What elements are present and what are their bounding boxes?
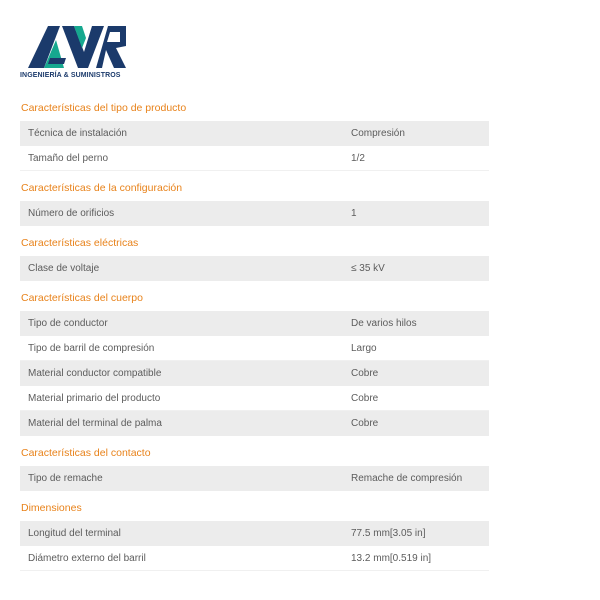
brand-logo [20,22,132,84]
spec-row [20,521,489,546]
section-title: Dimensiones [21,502,82,514]
section-title: Características del cuerpo [21,292,143,304]
spec-value: Largo [351,343,377,354]
spec-section [20,175,489,226]
section-title: Características del contacto [21,447,151,459]
spec-label: Tipo de remache [28,473,103,484]
spec-value: 13.2 mm[0.519 in] [351,553,432,564]
spec-label: Material conductor compatible [28,368,162,379]
spec-section [20,495,489,571]
spec-row [20,466,489,491]
spec-value: Cobre [351,418,379,429]
section-title: Características del tipo de producto [21,102,187,114]
spec-row [20,146,489,171]
spec-value: Cobre [351,393,379,404]
spec-row [20,256,489,281]
spec-label: Número de orificios [28,208,115,219]
section-title: Características de la configuración [21,182,183,194]
spec-row [20,386,489,411]
spec-table [20,95,489,575]
spec-value: ≤ 35 kV [351,263,385,274]
spec-label: Tipo de barril de compresión [28,343,155,354]
brand-tagline: INGENIERÍA & SUMINISTROS [20,72,121,79]
spec-label: Tamaño del perno [28,153,109,164]
spec-value: 1 [351,208,357,219]
spec-value: Cobre [351,368,379,379]
spec-row [20,121,489,146]
spec-row [20,201,489,226]
spec-row [20,546,489,571]
spec-value: Compresión [351,128,405,139]
section-title: Características eléctricas [21,237,139,249]
spec-section [20,285,489,436]
spec-row [20,411,489,436]
spec-label: Material del terminal de palma [28,418,162,429]
spec-label: Longitud del terminal [28,528,121,539]
spec-label: Diámetro externo del barril [28,553,146,564]
spec-label: Técnica de instalación [28,128,127,139]
spec-row [20,311,489,336]
spec-section [20,230,489,281]
spec-value: 1/2 [351,153,365,164]
spec-row [20,336,489,361]
spec-label: Material primario del producto [28,393,161,404]
spec-label: Tipo de conductor [28,318,108,329]
spec-value: Remache de compresión [351,473,463,484]
spec-section [20,440,489,491]
spec-value: 77.5 mm[3.05 in] [351,528,426,539]
spec-row [20,361,489,386]
spec-label: Clase de voltaje [28,263,100,274]
spec-section [20,95,489,171]
avr-logo-graphic [26,22,128,70]
spec-value: De varios hilos [351,318,417,329]
